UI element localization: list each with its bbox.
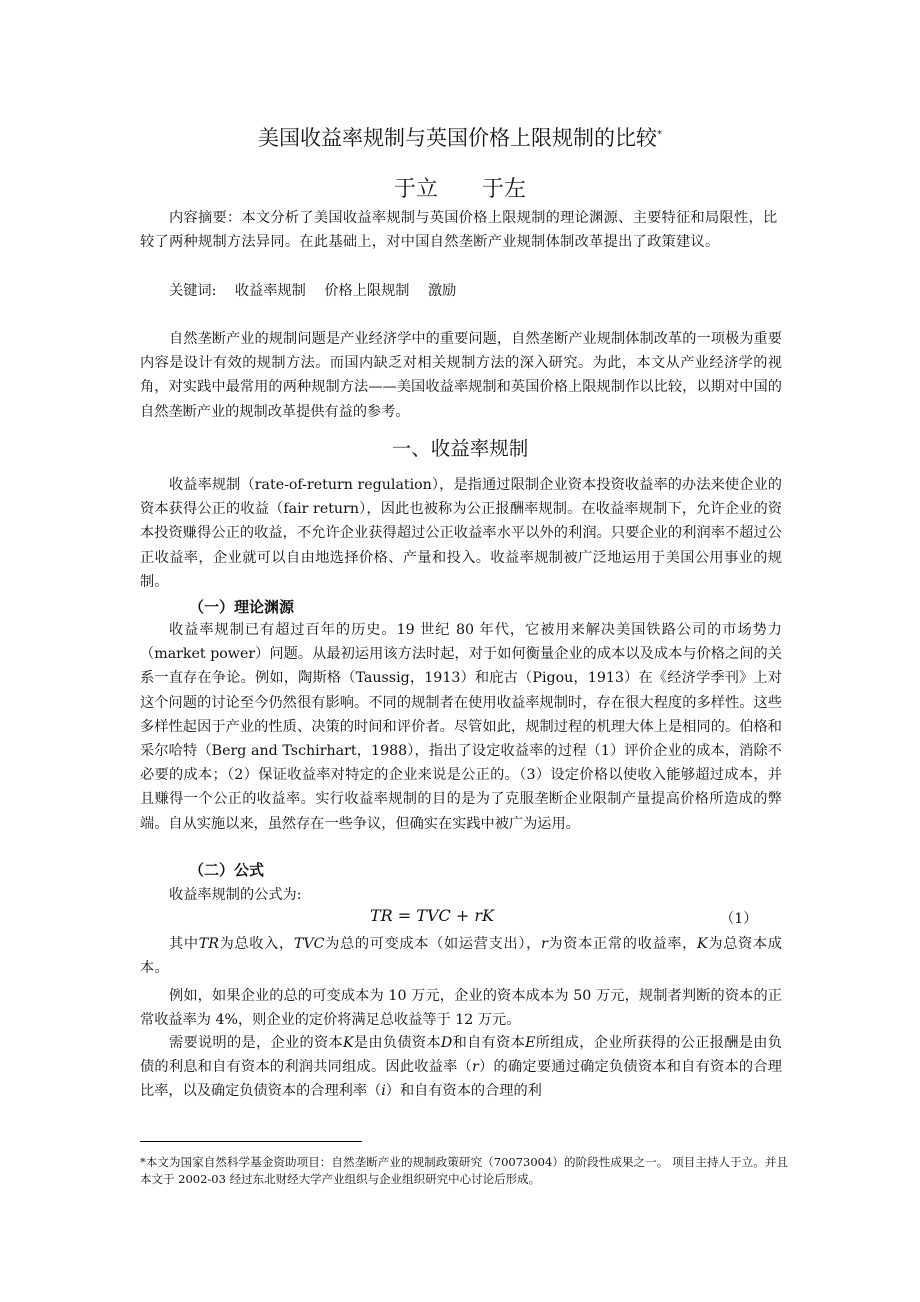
capital-paragraph [140, 1031, 782, 1104]
text-run: 为资本正常的收益率， [547, 936, 698, 952]
text-run: 为总收入， [218, 936, 294, 952]
abstract: 内容摘要：本文分析了美国收益率规制与英国价格上限规制的理论渊源、主要特征和局限性，比较了两种规制方法异同。在此基础上，对中国自然垄断产业规制体制改革提出了政策建议。 [140, 210, 778, 250]
math-variable: r [540, 936, 548, 952]
section-heading: 一、收益率规制 [391, 437, 529, 460]
text-run: 为总的可变成本（如运营支出）， [324, 936, 541, 952]
keyword: 收益率规制 [234, 283, 306, 299]
equation: TR = TVC + rK [370, 906, 494, 925]
equation-number: （1） [720, 911, 758, 927]
formula-intro: 收益率规制的公式为: [169, 887, 302, 903]
math-variable: K [343, 1035, 354, 1051]
paper-title [0, 122, 920, 152]
title-text: 美国收益率规制与英国价格上限规制的比较 [258, 126, 657, 150]
author-1: 于立 [393, 177, 438, 202]
variables-paragraph [140, 932, 782, 980]
math-variable: i [381, 1083, 386, 1100]
text-run: 为总资本成本。 [140, 936, 782, 977]
text-run: 所组成，企业所获得的公正报酬是由负债的利息和自有资本的利润共同组成。因此收益率（ [140, 1035, 782, 1076]
intro-paragraph: 自然垄断产业的规制问题是产业经济学中的重要问题，自然垄断产业规制体制改革的一项极为重要内容是设计有效的规制方法。而国内缺乏对相关规制方法的深入研究。为此，本文从产业经济学的视角，对实践中最常用的两种规制方法——美国收益率规制和英国价格上限规制作以比较，以期对中国的自然垄断产业的规制改革提供有益的参考。 [140, 331, 782, 420]
subsection-heading-origin: （一）理论渊源 [189, 598, 295, 616]
math-variable: TR [198, 936, 219, 952]
text-run: ）的确定要通过确定负债资本和自有资本的合理比率，以及确定负债资本的合理利率（ [140, 1059, 782, 1100]
math-variable: E [525, 1035, 536, 1051]
math-variable: D [440, 1035, 453, 1051]
footnote-divider [140, 1141, 362, 1142]
footnote: *本文为国家自然科学基金资助项目：自然垄断产业的规制政策研究（70073004）的阶段性成果之一。 项目主持人于立。并且本文于 2002-03 经过东北财经大学产业组织与企业组织研究中心讨论后形成。 [140, 1155, 788, 1186]
math-variable: TVC [293, 936, 325, 952]
math-variable: K [697, 936, 708, 952]
text-run: 其中 [169, 936, 199, 952]
title-footnote-mark: * [657, 129, 662, 140]
example-paragraph: 例如，如果企业的总的可变成本为 10 万元，企业的资本成本为 50 万元，规制者判断的资本的正常收益率为 4%，则企业的定价将满足总收益等于 12 万元。 [140, 988, 782, 1029]
keyword: 激励 [427, 283, 457, 299]
text-run: 需要说明的是，企业的资本 [169, 1035, 343, 1051]
text-run: ）和自有资本的合理的利 [385, 1083, 542, 1100]
section-paragraph: 收益率规制（rate-of-return regulation），是指通过限制企业资本投资收益率的办法来使企业的资本获得公正的收益（fair return），因此也被称为公正报酬率规制。在收益率规制下，允许企业的资本投资赚得公正的收益，不允许企业获得超过公正收益率水平以外的利润。只要企业的利润率不超过公正收益率，企业就可以自由地选择价格、产量和投入。收益率规制被广泛地运用于美国公用事业的规制。 [140, 477, 782, 590]
math-variable: r [472, 1059, 479, 1076]
keywords [169, 280, 769, 300]
text-run: 和自有资本 [452, 1035, 526, 1051]
keyword: 价格上限规制 [324, 283, 410, 299]
text-run: 是由负债资本 [353, 1035, 441, 1051]
subsection-heading-formula: （二）公式 [189, 861, 265, 879]
keywords-label: 关键词: [169, 283, 217, 299]
history-paragraph: 收益率规制已有超过百年的历史。19 世纪 80 年代，它被用来解决美国铁路公司的市场势力（market power）问题。从最初运用该方法时起，对于如何衡量企业的成本以及成本与价格之间的关系一直存在争论。例如，陶斯格（Taussig，1913）和庇古（Pigou，1913）在《经济学季刊》上对这个问题的讨论至今仍然很有影响。不同的规制者在使用收益率规制时，存在很大程度的多样性。这些多样性起因于产业的性质、决策的时间和评价者。尽管如此，规制过程的机理大体上是相同的。伯格和采尔哈特（Berg and Tschirhart，1988），指出了设定收益率的过程（1）评价企业的成本，消除不必要的成本；（2）保证收益率对特定的企业来说是公正的。（3）设定价格以使收入能够超过成本，并且赚得一个公正的收益率。实行收益率规制的目的是为了克服垄断企业限制产量提高价格所造成的弊端。自从实施以来，虽然存在一些争议，但确实在实践中被广为运用。 [140, 622, 782, 832]
author-list [0, 172, 920, 203]
author-2: 于左 [482, 177, 527, 202]
